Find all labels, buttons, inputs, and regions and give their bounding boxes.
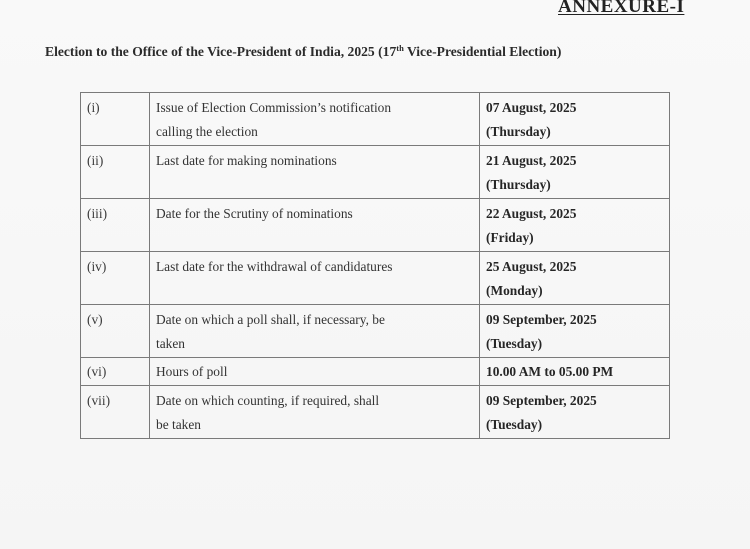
event-date	[480, 305, 670, 358]
event-date	[480, 386, 670, 439]
date-value: 10.00 AM to 05.00 PM	[486, 364, 614, 379]
table-row	[81, 252, 670, 305]
date-value: 22 August, 2025	[486, 206, 577, 221]
date-value: 09 September, 2025	[486, 393, 597, 408]
table-row	[81, 305, 670, 358]
title-text-tail: Vice-Presidential Election)	[403, 44, 562, 59]
day-value: (Friday)	[486, 229, 534, 245]
date-value: 07 August, 2025	[486, 100, 577, 115]
event-line: be taken	[156, 416, 201, 432]
event-line: Last date for making nominations	[156, 153, 337, 168]
table-row	[81, 93, 670, 146]
event-line: calling the election	[156, 123, 258, 139]
day-value: (Tuesday)	[486, 416, 543, 432]
event-line: Issue of Election Commission’s notification	[156, 100, 392, 115]
event-description	[150, 358, 480, 386]
row-number: (v)	[81, 305, 150, 358]
row-number: (i)	[81, 93, 150, 146]
day-value: (Thursday)	[486, 176, 551, 192]
document-title	[45, 44, 705, 60]
row-number: (iv)	[81, 252, 150, 305]
event-line: taken	[156, 335, 185, 351]
date-value: 21 August, 2025	[486, 153, 577, 168]
event-date	[480, 146, 670, 199]
event-description	[150, 199, 480, 252]
event-date	[480, 93, 670, 146]
day-value: (Monday)	[486, 282, 543, 298]
event-line: Date on which counting, if required, shall	[156, 393, 380, 408]
event-line: Hours of poll	[156, 364, 228, 379]
date-value: 25 August, 2025	[486, 259, 577, 274]
event-description	[150, 305, 480, 358]
event-date	[480, 252, 670, 305]
election-schedule-table	[80, 92, 670, 439]
row-number: (vi)	[81, 358, 150, 386]
day-value: (Tuesday)	[486, 335, 543, 351]
event-description	[150, 252, 480, 305]
annexure-label: ANNEXURE-I	[558, 0, 685, 17]
event-description	[150, 386, 480, 439]
row-number: (ii)	[81, 146, 150, 199]
event-description	[150, 146, 480, 199]
day-value: (Thursday)	[486, 123, 551, 139]
table-row	[81, 199, 670, 252]
event-line: Date on which a poll shall, if necessary, be	[156, 312, 385, 327]
title-text-main: Election to the Office of the Vice-President of India, 2025 (17	[45, 44, 397, 59]
table-row	[81, 386, 670, 439]
event-date	[480, 199, 670, 252]
event-line: Date for the Scrutiny of nominations	[156, 206, 353, 221]
event-description	[150, 93, 480, 146]
date-value: 09 September, 2025	[486, 312, 597, 327]
row-number: (iii)	[81, 199, 150, 252]
event-line: Last date for the withdrawal of candidatures	[156, 259, 393, 274]
table-row	[81, 358, 670, 386]
table-row	[81, 146, 670, 199]
title-superscript: th	[396, 43, 404, 53]
row-number: (vii)	[81, 386, 150, 439]
event-date	[480, 358, 670, 386]
